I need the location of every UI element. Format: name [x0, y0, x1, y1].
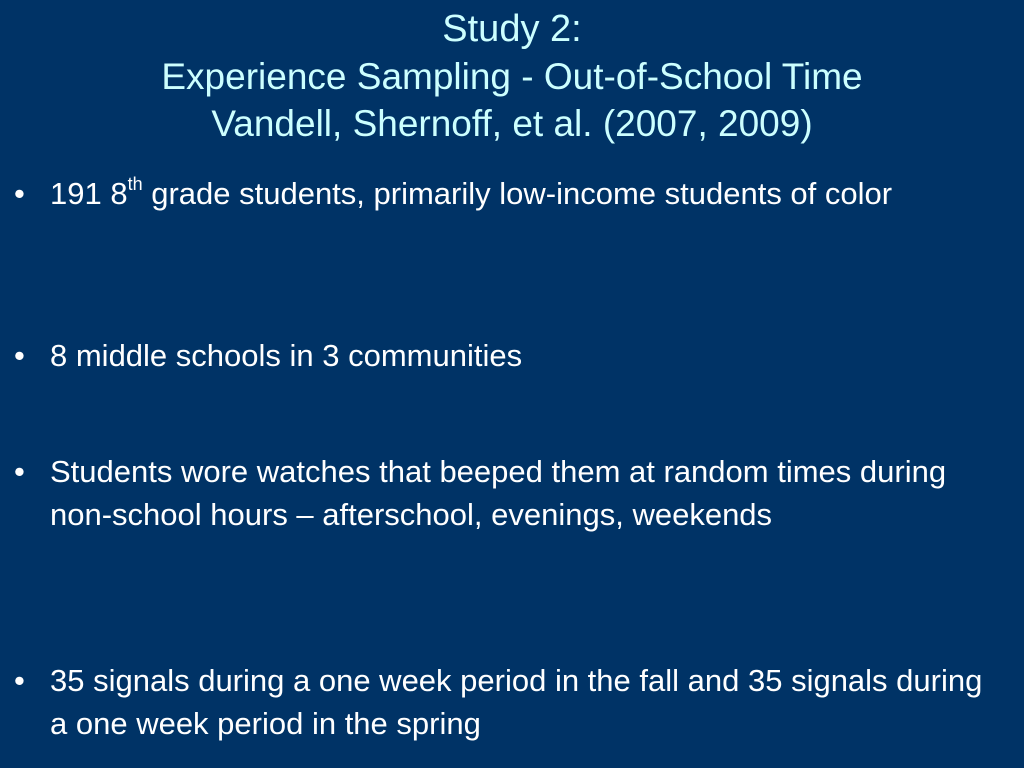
bullet-item-signals: [14, 659, 1004, 745]
ordinal-superscript: th: [127, 173, 143, 194]
bullet-item-schools: [14, 334, 1004, 377]
bullet-text-start: 191 8: [50, 176, 128, 211]
bullet-text-end: grade students, primarily low-income students of color: [142, 176, 893, 211]
bullet-marker: •: [14, 663, 25, 698]
bullet-item-watches: [14, 450, 1004, 536]
bullet-text: 35 signals during a one week period in the fall and 35 signals during a one week period in the spring: [50, 663, 983, 741]
bullet-item-participants: [14, 172, 1004, 215]
bullet-marker: •: [14, 454, 25, 489]
title-line-authors: Vandell, Shernoff, et al. (2007, 2009): [211, 103, 813, 144]
bullet-marker: •: [14, 338, 25, 373]
bullet-text: [50, 172, 1004, 215]
title-line-topic: Experience Sampling - Out-of-School Time: [161, 56, 863, 97]
bullet-text: 8 middle schools in 3 communities: [50, 338, 523, 373]
bullet-marker: •: [14, 176, 25, 211]
bullet-text: Students wore watches that beeped them at random times during non-school hours – afterschool, evenings, weekends: [50, 454, 947, 532]
title-line-study: Study 2:: [442, 8, 582, 50]
